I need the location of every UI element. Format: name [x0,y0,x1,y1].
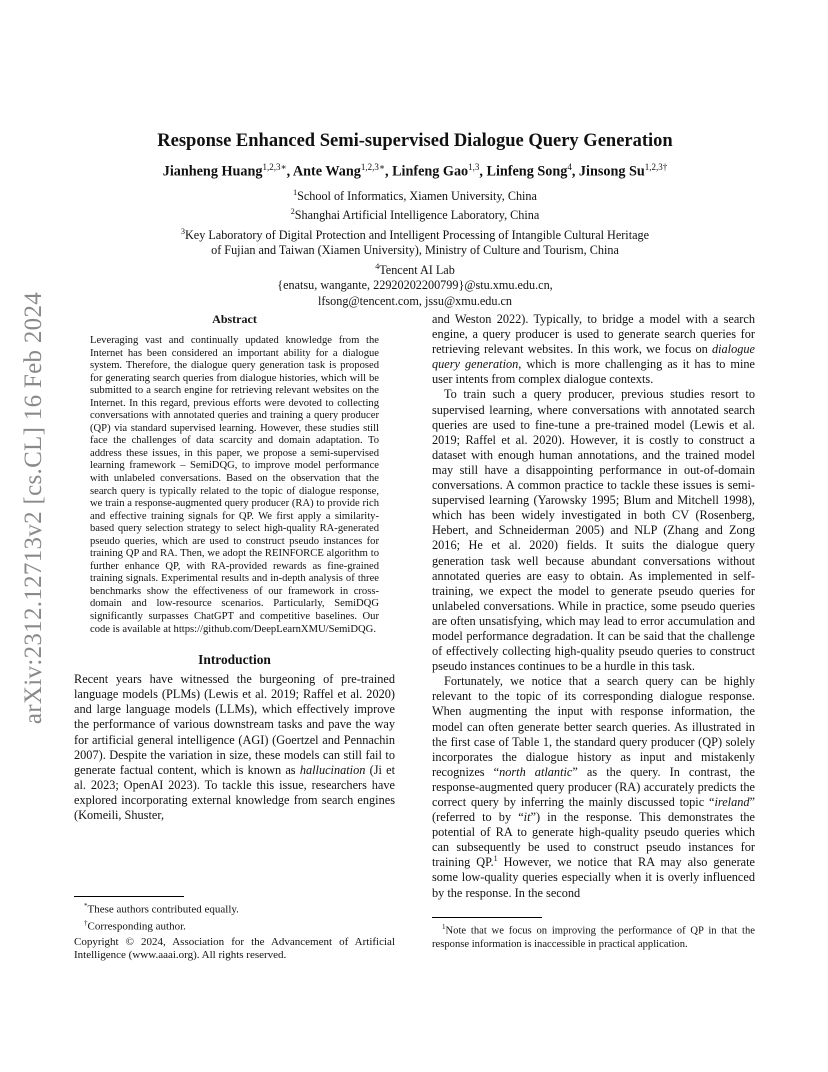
affiliation-text: of Fujian and Taiwan (Xiamen University), Ministry of Culture and Tourism, China [211,243,619,258]
text-run: and Weston 2022). Typically, to bridge a model with a search engine, a query producer is used to generate search queries for retrieving relevant websites. In this work, we focus on [432,312,755,357]
author-marks: 1,2,3∗ [262,162,287,172]
right-column [432,312,755,901]
left-footnotes [74,896,395,962]
left-column [74,312,395,823]
affiliation-line [74,259,756,279]
author-marks: 4 [567,162,572,172]
introduction-heading: Introduction [198,652,271,668]
intro-paragraph-3: To train such a query producer, previous studies resort to supervised learning, where conversations with annotated search queries are used to fine-tune a pre-trained model (Lewis et al. 2019; Raffel et al. 2020). However, it is costly to construct a dataset with enough human annotations, and the trained model may still have a disappointing performance in out-of-domain conversations. A common practice to tackle these issues is semi-supervised learning (Yarowsky 1995; Blum and Mitchell 1998), which has been widely investigated in both CV (Rosenberg, Hebert, and Schneiderman 2005) and NLP (Zhang and Zong 2016; He et al. 2020) fields. It suits the dialogue query generation task well because abundant conversations without annotated queries are easy to obtain. As implemented in self-training, we expect the model to generate pseudo queries for unlabeled conversations. While in practice, some pseudo queries are often unsatisfying, which may lead to error accumulation and model performance degradation. It can be said that the challenge of effectively collecting high-quality pseudo queries to construct pseudo instances continues to be a hurdle in this task. [432,387,755,674]
text-run: , which is more challenging as it has to mine user intents from complex dialogue contexts. [432,357,755,387]
text-run: ”) in the response. This demonstrates the potential of RA to generate high-quality pseudo queries which can subsequently be used to construct pseudo instances for training QP. [432,810,755,870]
emphasis: north atlantic [499,764,573,779]
footnote-equal-contribution [74,900,395,917]
footnote-text: Corresponding author. [87,920,186,933]
affiliation-line [74,243,756,259]
affiliation-line [74,185,756,205]
email-text: {enatsu, wangante, 22920202200799}@stu.xmu.edu.cn, [277,278,553,293]
footnote-rule [74,896,184,897]
intro-paragraph-2 [432,312,755,387]
footnote-ref[interactable]: 1 [493,854,498,864]
copyright-notice: Copyright © 2024, Association for the Advancement of Artificial Intelligence (www.aaai.org). All rights reserved. [74,935,395,961]
author-marks: 1,2,3† [644,162,668,172]
author-name: Jinsong Su [578,163,645,180]
affiliation-list [74,185,756,310]
author-name: Linfeng Song [486,163,568,180]
paper-header [74,128,756,309]
author-name: Ante Wang [292,163,361,180]
affiliation-line [74,204,756,224]
intro-paragraph-4 [432,674,755,900]
right-footnotes [432,917,755,951]
affiliation-text: School of Informatics, Xiamen University, China [297,188,537,203]
abstract-heading: Abstract [212,312,257,326]
author-marks: 1,2,3∗ [360,162,385,172]
text-run: Recent years have witnessed the burgeoning of pre-trained language models (PLMs) (Lewis et al. 2019; Raffel et al. 2020) and large language models (LLMs), which effectively improve the performance of various downstream tasks and pave the way for artificial general intelligence (AGI) (Goertzel and Pennachin 2007). Despite the variation in size, these models can still fail to generate factual content, which is known as [74,672,395,777]
abstract-text: Leveraging vast and continually updated knowledge from the Internet has been considered an important ability for a dialogue system. Therefore, the dialogue query generation task is proposed for generating search queries from dialogue histories, which will be submitted to a search engine for retrieving relevant websites on the Internet. In this regard, previous efforts were devoted to collecting conversations with annotated queries and training a query producer (QP) via standard supervised learning. However, these studies still face the challenges of data scarcity and domain adaptation. To address these issues, in this paper, we propose a semi-supervised learning framework – SemiDQG, to improve model performance with unlabeled conversations. Based on the observation that the search query is typically related to the topic of dialogue response, we train a response-augmented query producer (RA) to provide rich and effective training signals for QP. We first apply a similarity-based query selection strategy to select high-quality RA-generated pseudo queries, which are used to construct pseudo instances for training QP and RA. Then, we adopt the REINFORCE algorithm to further enhance QP, with RA-provided rewards as fine-grained training signals. Experimental results and in-depth analysis of three benchmarks show the effectiveness of our framework in cross-domain and low-resource scenarios. Particularly, SemiDQG significantly surpasses ChatGPT and competitive baselines. Our code is available at https://github.com/DeepLearnXMU/SemiDQG. [90,335,379,635]
footnote-corresponding [74,917,395,934]
affiliation-text: Shanghai Artificial Intelligence Laboratory, China [294,208,540,223]
footnote-mark: 1 [442,923,446,931]
text-run: ” as the query. In contrast, the response-augmented query producer (RA) accurately predicts the correct query by inferring the mainly discussed topic “ [432,764,755,809]
affiliation-mark: 3 [180,226,185,236]
text-run: However, we notice that RA may also generate some low-quality queries especially when it is overly influenced by the response. In the second [432,855,755,900]
footnote-text: These authors contributed equally. [87,903,239,916]
footnote-text: Note that we focus on improving the performance of QP in that the response information is inaccessible in practical application. [432,925,755,950]
author-marks: 1,3 [468,162,480,172]
intro-paragraph-1 [74,672,395,823]
text-run: (Ji et al. 2023; OpenAI 2023). To tackle this issue, researchers have explored incorporating external knowledge from search engines (Komeili, Shuster, [74,762,395,822]
author-list: Jianheng Huang$^{1,2,3∗}$, Ante Wang$^{1,2,3∗}$, Linfeng Gao$^{1,3}$, Linfeng Song$^4$, Jinsong $Su^{1,2,3\dagger}$ [162,162,668,180]
affiliation-mark: 2 [290,207,295,217]
paper-title: Response Enhanced Semi-supervised Dialogue Query Generation [157,131,673,151]
affiliation-line [74,224,756,244]
text-run: ” (referred to by “ [432,795,755,825]
emphasis: dialogue query generation [432,342,755,372]
author-name: Linfeng Gao [392,163,469,180]
footnote-mark: † [84,918,88,927]
email-line [74,278,756,294]
emphasis: it [523,810,531,825]
footnote-mark: * [84,902,88,910]
footnote-1 [432,921,755,951]
footnote-rule [432,917,542,918]
emphasis: ireland [714,795,750,809]
author-name: Jianheng Huang [162,163,263,180]
affiliation-text: Tencent AI Lab [379,262,455,277]
affiliation-mark: 1 [293,187,298,197]
arxiv-stamp-text: arXiv:2312.12713v2 [cs.CL] 16 Feb 2024 [20,291,47,725]
affiliation-mark: 4 [375,261,380,271]
email-text: lfsong@tencent.com, jssu@xmu.edu.cn [317,293,513,308]
affiliation-text: Key Laboratory of Digital Protection and Intelligent Processing of Intangible Cultural Heritage [184,227,649,242]
email-line [74,294,756,310]
arxiv-stamp [14,288,54,728]
emphasis: hallucination [299,762,366,777]
text-run: Fortunately, we notice that a search query can be highly relevant to the topic of its corresponding dialogue response. When augmenting the input with response information, the model can often generate better search queries. As illustrated in the first case of Table 1, the standard query producer (QP) solely incorporates the dialogue history as input and mistakenly recognizes “ [432,674,755,779]
